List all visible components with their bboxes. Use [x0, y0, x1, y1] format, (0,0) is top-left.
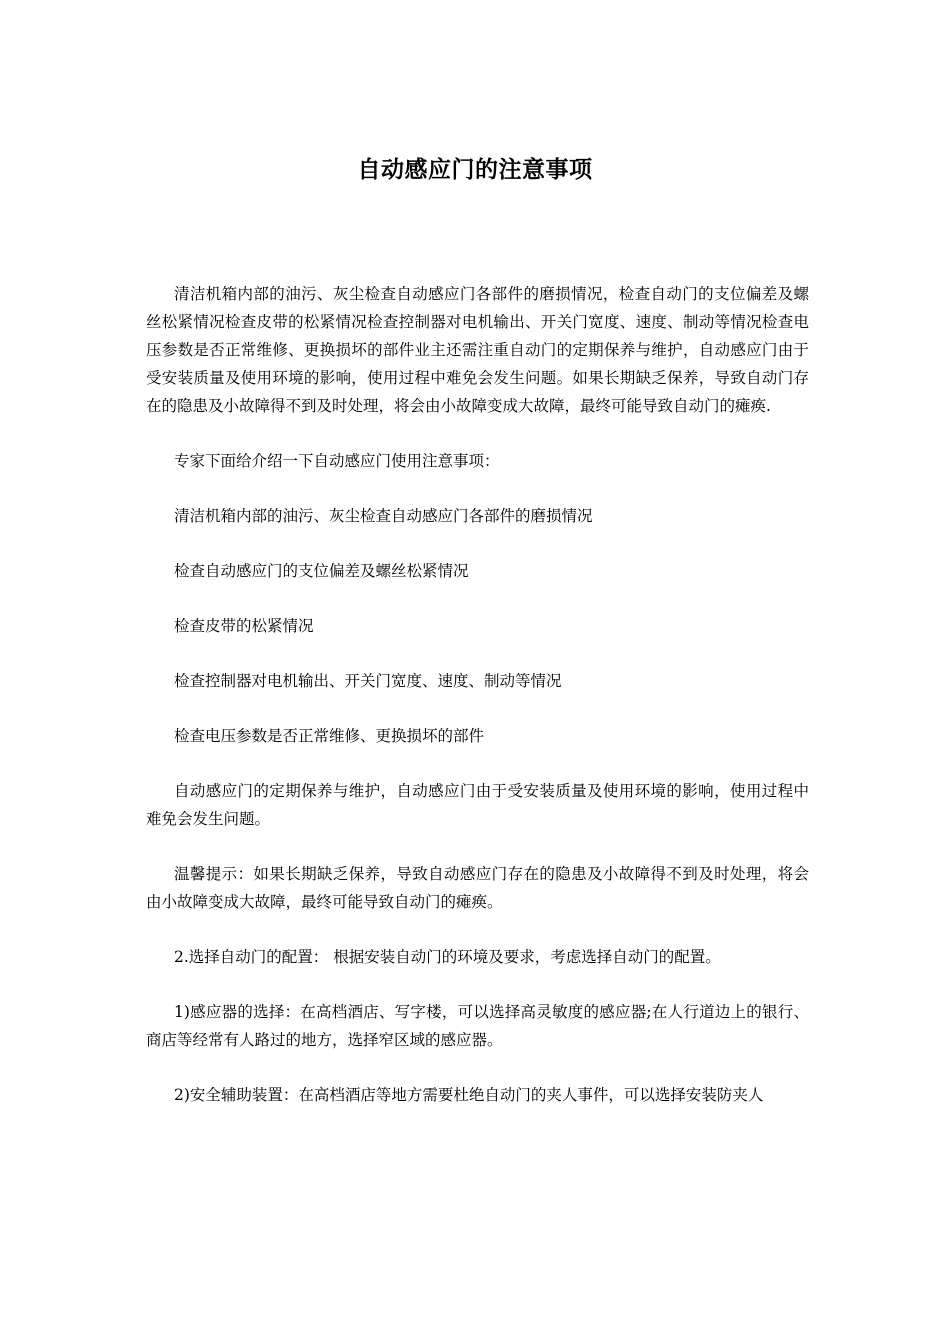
paragraph-sensor-choice: 1)感应器的选择：在高档酒店、写字楼，可以选择高灵敏度的感应器;在人行道边上的银行、商店等经常有人路过的地方，选择窄区域的感应器。 [146, 1003, 809, 1049]
paragraph-check-voltage: 检查电压参数是否正常维修、更换损坏的部件 [174, 727, 485, 745]
paragraph-check-controller: 检查控制器对电机输出、开关门宽度、速度、制动等情况 [174, 672, 562, 690]
paragraph-warning-tip: 温馨提示：如果长期缺乏保养，导致自动感应门存在的隐患及小故障得不到及时处理，将会由小故障变成大故障，最终可能导致自动门的瘫痪。 [146, 865, 809, 911]
paragraph-check-belt: 检查皮带的松紧情况 [174, 617, 314, 635]
document-title: 自动感应门的注意事项 [357, 156, 593, 183]
paragraph-clean-chassis: 清洁机箱内部的油污、灰尘检查自动感应门各部件的磨损情况 [174, 507, 593, 525]
paragraph-maintenance-overview: 清洁机箱内部的油污、灰尘检查自动感应门各部件的磨损情况，检查自动门的支位偏差及螺丝松紧情况检查皮带的松紧情况检查控制器对电机输出、开关门宽度、速度、制动等情况检查电压参数是否正常维修、更换损坏的部件业主还需注重自动门的定期保养与维护，自动感应门由于受安装质量及使用环境的影响，使用过程中难免会发生问题。如果长期缺乏保养，导致自动门存在的隐患及小故障得不到及时处理，将会由小故障变成大故障，最终可能导致自动门的瘫痪. [146, 285, 809, 415]
paragraph-safety-device: 2)安全辅助装置：在高档酒店等地方需要杜绝自动门的夹人事件，可以选择安装防夹人 [174, 1086, 764, 1104]
paragraph-regular-maintenance: 自动感应门的定期保养与维护，自动感应门由于受安装质量及使用环境的影响，使用过程中难免会发生问题。 [146, 782, 809, 828]
paragraph-check-alignment: 检查自动感应门的支位偏差及螺丝松紧情况 [174, 562, 469, 580]
paragraph-choose-config: 2.选择自动门的配置： 根据安装自动门的环境及要求，考虑选择自动门的配置。 [174, 948, 721, 966]
document-body [146, 280, 809, 1136]
paragraph-expert-intro: 专家下面给介绍一下自动感应门使用注意事项： [174, 452, 500, 470]
